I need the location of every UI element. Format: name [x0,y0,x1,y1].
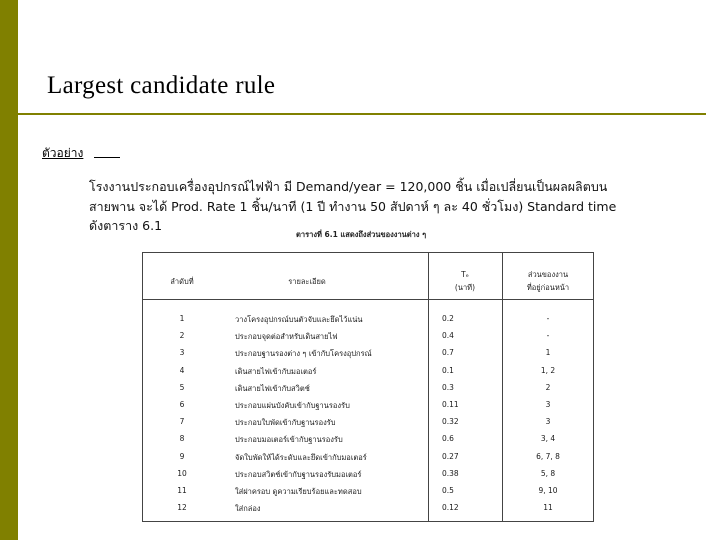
cell-no: 7 [179,417,185,427]
table-row [142,381,594,398]
example-label: ตัวอย่าง [42,146,84,160]
cell-time: 0.6 [442,434,454,444]
header-predecessors-line2: ที่อยู่ก่อนหน้า [526,283,570,292]
cell-description: เดินสายไฟเข้ากับมอเตอร์ [235,366,317,376]
cell-description: ใส่ฝาครอบ ดูความเรียบร้อยและทดสอบ [235,486,362,496]
accent-sidebar-bar [0,0,18,540]
table-row [142,346,594,363]
table-body [142,312,594,518]
header-time-symbol: Tₑ [461,270,469,279]
cell-description: จัดใบพัดให้ได้ระดับและยึดเข้ากับมอเตอร์ [235,452,367,462]
cell-no: 2 [179,331,185,341]
table-row [142,364,594,381]
problem-line: โรงงานประกอบเครื่องอุปกรณ์ไฟฟ้า มี Demand/year = 120,000 ชิ้น เมื่อเปลี่ยนเป็นผลผลิตบน [89,179,608,194]
cell-time: 0.1 [442,365,454,375]
header-divider [142,299,594,300]
table-row [142,398,594,415]
cell-time: 0.2 [442,314,454,323]
table-row [142,432,594,449]
header-predecessors-line1: ส่วนของงาน [527,270,569,279]
cell-predecessors: 3 [545,417,551,427]
example-underline [94,157,120,158]
cell-predecessors: 9, 10 [538,485,558,495]
cell-time: 0.12 [442,503,459,513]
cell-no: 6 [179,399,185,409]
cell-time: 0.27 [442,451,459,461]
cell-no: 5 [179,382,185,392]
cell-no: 4 [179,365,185,375]
cell-description: ประกอบจุดต่อสำหรับเดินสายไฟ [235,332,338,342]
slide-title: Largest candidate rule [47,72,276,99]
cell-predecessors: 11 [543,503,553,513]
problem-statement [89,177,679,236]
cell-no: 11 [177,485,187,495]
cell-no: 8 [179,434,185,444]
table-row [142,467,594,484]
cell-no: 1 [179,314,185,323]
cell-predecessors: 1, 2 [540,365,556,375]
header-time [430,268,500,294]
table-caption: ตารางที่ 6.1 แสดงถึงส่วนของงานต่าง ๆ [296,230,427,239]
cell-no: 9 [179,451,185,461]
cell-time: 0.5 [442,485,454,495]
cell-time: 0.4 [442,331,454,341]
cell-time: 0.7 [442,348,454,358]
header-predecessors [504,268,592,294]
problem-line: สายพาน จะได้ Prod. Rate 1 ชิ้น/นาที (1 ปี ทำงาน 50 สัปดาห์ ๆ ละ 40 ชั่วโมง) Standard time [89,198,617,214]
header-description: รายละเอียด [288,277,326,286]
cell-predecessors: - [546,331,550,341]
task-table [142,252,594,522]
cell-time: 0.32 [442,417,459,427]
cell-predecessors: 1 [545,348,551,358]
table-row [142,450,594,467]
header-time-unit: (นาที) [454,283,476,292]
header-no: ลำดับที่ [170,277,194,286]
cell-predecessors: 2 [545,382,551,392]
cell-time: 0.38 [442,468,459,478]
problem-line: ดังตาราง 6.1 [89,218,163,233]
cell-description: ประกอบสวิตช์เข้ากับฐานรองรับมอเตอร์ [235,469,362,479]
title-divider [18,113,706,115]
cell-predecessors: 6, 7, 8 [536,451,560,461]
cell-predecessors: 5, 8 [540,468,556,478]
cell-predecessors: 3, 4 [540,434,556,444]
cell-predecessors: - [546,314,550,323]
cell-time: 0.11 [442,399,459,409]
cell-description: วางโครงอุปกรณ์บนตัวจับและยึดไว้แน่น [235,315,363,324]
cell-description: เดินสายไฟเข้ากับสวิตช์ [235,383,310,393]
table-row [142,329,594,346]
cell-time: 0.3 [442,382,454,392]
cell-no: 3 [179,348,185,358]
cell-no: 12 [177,503,187,513]
table-row [142,415,594,432]
cell-no: 10 [177,468,187,478]
cell-description: ประกอบใบพัดเข้ากับฐานรองรับ [235,418,336,428]
cell-predecessors: 3 [545,399,551,409]
table-row [142,484,594,501]
cell-description: ประกอบมอเตอร์เข้ากับฐานรองรับ [235,435,343,445]
table-row [142,501,594,518]
table-row [142,312,594,329]
cell-description: ใส่กล่อง [235,504,261,514]
cell-description: ประกอบแผ่นบังคับเข้ากับฐานรองรับ [235,400,350,410]
cell-description: ประกอบฐานรองต่าง ๆ เข้ากับโครงอุปกรณ์ [235,349,372,359]
